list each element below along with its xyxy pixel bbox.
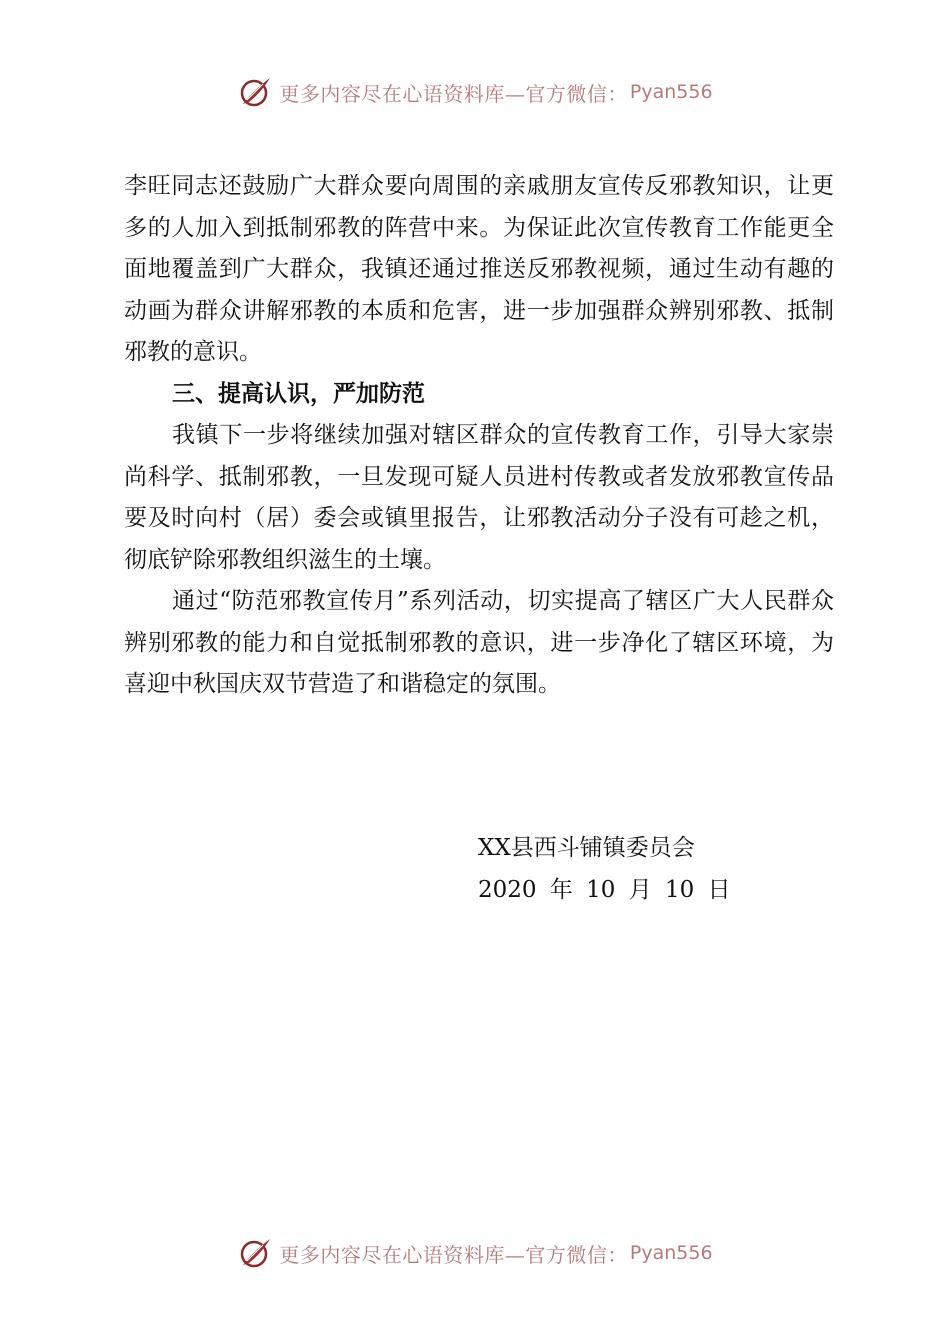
issue-date: 2020 年 10 月 10 日 <box>478 876 731 903</box>
signature-block <box>478 828 731 911</box>
watermark-text: 更多内容尽在心语资料库—官方微信： <box>279 81 628 106</box>
header-watermark-banner <box>0 72 950 112</box>
watermark-text: 更多内容尽在心语资料库—官方微信： <box>279 1242 628 1267</box>
watermark-wechat-id: Pyan556 <box>629 81 713 103</box>
watermark-wechat-id: Pyan556 <box>629 1242 713 1264</box>
paragraph-3: 通过“防范邪教宣传月”系列活动，切实提高了辖区广大人民群众辨别邪教的能力和自觉抵制邪教的意识，进一步净化了辖区环境，为喜迎中秋国庆双节营造了和谐稳定的氛围。 <box>124 588 834 697</box>
quill-logo-icon <box>237 74 273 110</box>
quill-logo-icon <box>237 1235 273 1271</box>
document-body <box>124 166 834 706</box>
footer-watermark-banner <box>0 1233 950 1273</box>
paragraph-1: 李旺同志还鼓励广大群众要向周围的亲戚朋友宣传反邪教知识，让更多的人加入到抵制邪教的阵营中来。为保证此次宣传教育工作能更全面地覆盖到广大群众，我镇还通过推送反邪教视频，通过生动有趣的动画为群众讲解邪教的本质和危害，进一步加强群众辨别邪教、抵制邪教的意识。 <box>124 173 834 365</box>
paragraph-2: 我镇下一步将继续加强对辖区群众的宣传教育工作，引导大家崇尚科学、抵制邪教，一旦发现可疑人员进村传教或者发放邪教宣传品要及时向村（居）委会或镇里报告，让邪教活动分子没有可趁之机，彻底铲除邪教组织滋生的土壤。 <box>124 422 834 573</box>
issuing-organization: XX县西斗铺镇委员会 <box>478 835 695 861</box>
section-heading-3: 三、提高认识，严加防范 <box>172 380 425 407</box>
